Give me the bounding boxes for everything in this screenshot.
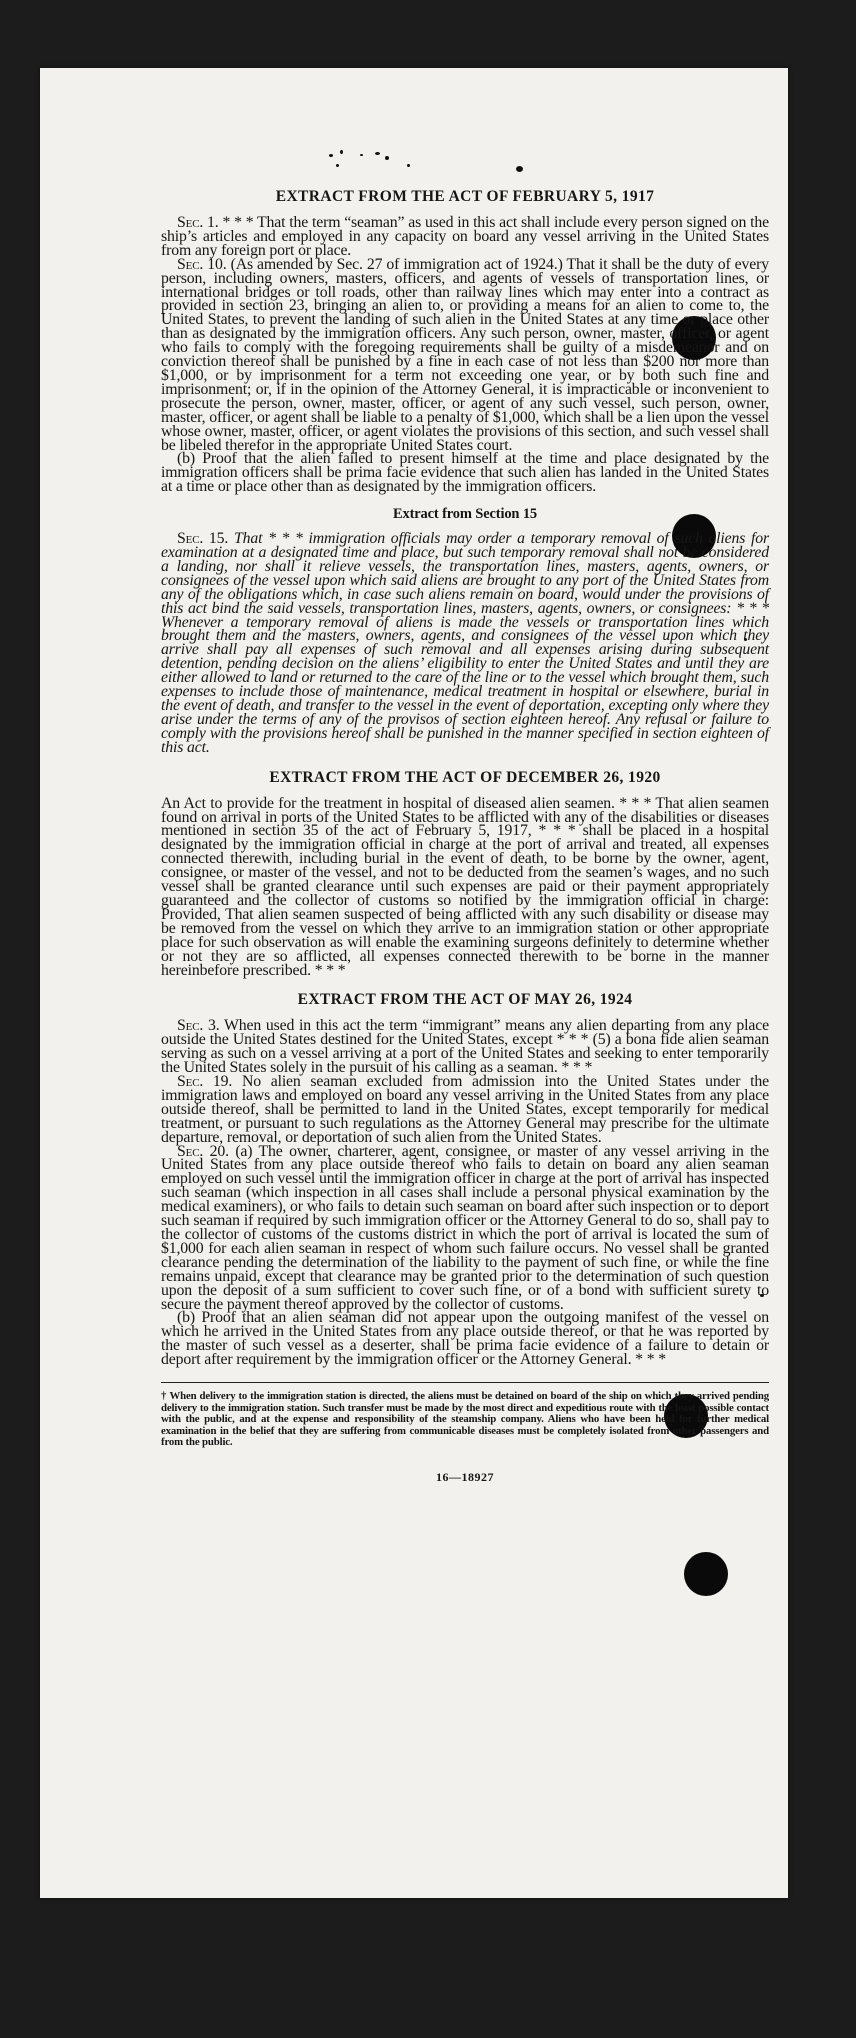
page-number: 16—18927	[436, 1470, 494, 1485]
footnote: † When delivery to the immigration station is directed, the aliens must be detained on board of the ship on which they arrived pending delivery to the immigration station. Such transfer must be made by the most direct and expeditious route with the least possible contact with the public, and at the expense and responsibility of the steamship company. Aliens who have been held for further medical examination in the belief that they are suffering from communicable diseases must be completely isolated from other passengers and from the public.	[161, 1390, 769, 1449]
section-text: When used in this act the term “immigrant” means any alien departing from any place outside the United States destined for the United States, except * * * (5) a bona fide alien seaman serving as such on a vessel arriving at a port of the United States and seeking to enter temporarily the United States solely in the pursuit of his calling as a seaman. * * *	[161, 1017, 769, 1077]
heading-act-1924: EXTRACT FROM THE ACT OF MAY 26, 1924	[297, 991, 633, 1009]
section-text: (As amended by Sec. 27 of immigration act of 1924.) That it shall be the duty of every person, including owners, masters, officers, and agents of vessels of transportation lines, or international bridges or toll roads, other than railway lines which may enter into a contract as provided in section 23, bringing an alien to, or providing a means for an alien to come to, the United States, to prevent the landing of such alien in the United States at any time or place other than as designated by the immigration officers. Any such person, owner, master, officer, or agent who fails to comply with the foregoing requirements shall be guilty of a misdemeanor and on conviction thereof shall be punished by a fine in each case of not less than $200 nor more than $1,000, or by imprisonment for a term not exceeding one year, or by both such fine and imprisonment; or, if in the opinion of the Attorney General, it is impracticable or inconvenient to prosecute the person, owner, master, officer, or agent of any such vessel, such person, owner, master, officer, or agent shall be liable to a penalty of $1,000, which shall be a lien upon the vessel whose owner, master, officer, or agent violates the provisions of this section, and such vessel shall be libeled therefor in the appropriate United States court.	[161, 255, 769, 454]
section-text: No alien seaman excluded from admission into the United States under the immigration laws and employed on board any vessel arriving in the United States from any place outside thereof, shall be permitted to land in the United States, except temporarily for medical treatment, or pursuant to such regulations as the Attorney General may prescribe for the ultimate departure, removal, or deportation of such alien from the United States.	[161, 1073, 769, 1146]
ink-speck	[407, 164, 410, 167]
paragraph-sec-19	[161, 1075, 769, 1145]
paragraph-sec-1	[161, 216, 769, 258]
paragraph-act-1920: An Act to provide for the treatment in hospital of diseased alien seamen. * * * That alien seamen found on arrival in ports of the United States to be afflicted with any of the disabilities or diseases mentioned in section 35 of the act of February 5, 1917, * * * shall be placed in a hospital designated by the immigration official in charge at the port of arrival and treated, all expenses connected therewith, including burial in the event of death, to be borne by the owner, agent, consignee, or master of the vessel, and not to be deducted from the seamen’s wages, and no such vessel shall be granted clearance until such expenses are paid or their payment appropriately guaranteed and the collector of customs so notified by the immigration official in charge: Provided, That alien seamen suspected of being afflicted with any such disability or disease may be removed from the vessel on which they arrive to an immigration station or other appropriate place for such observation as will enable the examining surgeons definitely to determine whether or not they are so afflicted, all expenses connected therewith to be borne in the manner hereinbefore prescribed. * * *	[161, 794, 769, 979]
section-label: Sec. 19.	[177, 1073, 233, 1091]
ink-speck	[340, 150, 343, 154]
subheading-section-15: Extract from Section 15	[392, 506, 538, 523]
section-text: * * * That the term “seaman” as used in this act shall include every person signed on the ship’s articles and employed in any capacity on board any vessel arriving in the United States from any foreign port or place.	[161, 214, 769, 259]
section-label: Sec. 1.	[177, 214, 219, 231]
document-body	[161, 188, 769, 1485]
paragraph-sec-10b: (b) Proof that the alien failed to present himself at the time and place designated by the immigration officers shall be prima facie evidence that such alien has landed in the United States at a time or place other than as designated by the immigration officers.	[161, 450, 769, 496]
paragraph-sec-20	[161, 1142, 769, 1313]
ink-speck	[360, 154, 363, 156]
paragraph-sec-20b: (b) Proof that an alien seaman did not appear upon the outgoing manifest of the vessel on which he arrived in the United States from any place outside thereof, or that he was reported by the master of such vessel as a deserter, shall be prima facie evidence of a failure to detain or deport after requirement by the immigration officer or the Attorney General. * * *	[161, 1309, 769, 1369]
heading-act-1917: EXTRACT FROM THE ACT OF FEBRUARY 5, 1917	[275, 188, 655, 205]
section-text: That * * * immigration officials may order a temporary removal of such aliens for examination at a designated time and place, but such temporary removal shall not be considered a landing, nor shall it relieve vessels, the transportation lines, masters, agents, owners, or consignees of the vessel upon which said aliens are brought to any port of the United States from any of the obligations which, in case such aliens remain on board, would under the provisions of this act bind the said vessels, transportation lines, masters, agents, owners, or consignees: * * * Whenever a temporary removal of aliens is made the vessels or transportation lines which brought them and the masters, owners, agents, and consignees of the vessel upon which they arrive shall pay all expenses of such removal and all expenses arising during subsequent detention, pending decision on the aliens’ eligibility to enter the United States and until they are either allowed to land or returned to the care of the line or to the vessel which brought them, such expenses to include those of maintenance, medical treatment in hospital or elsewhere, burial in the event of death, and transfer to the vessel in the event of deportation, excepting only where they arise under the terms of any of the provisos of section eighteen hereof. Any refusal or failure to comply with the provisions hereof shall be punished in the manner specified in section eighteen of this act.	[161, 530, 769, 756]
ink-speck	[336, 164, 339, 167]
paragraph-sec-3	[161, 1019, 769, 1075]
heading-act-1920: EXTRACT FROM THE ACT OF DECEMBER 26, 1920	[269, 768, 661, 786]
section-label: Sec. 20.	[177, 1142, 229, 1160]
footnote-divider	[161, 1382, 769, 1383]
document-page	[40, 68, 788, 1898]
paragraph-sec-10	[161, 255, 769, 454]
ink-speck	[516, 166, 523, 172]
section-label: Sec. 10.	[177, 255, 227, 273]
paragraph-sec-15	[161, 532, 769, 755]
section-text: (a) The owner, charterer, agent, consignee, or master of any vessel arriving in the United States from any place outside thereof who fails to detain on board any alien seaman employed on such vessel until the immigration officer in charge at the port of arrival has inspected such seaman (which inspection in all cases shall include a personal physical examination by the medical examiners), or who fails to detain such seaman on board after such inspection or to deport such seaman if required by such immigration officer or the Attorney General to do so, shall pay to the collector of customs of the customs district in which the port of arrival is located the sum of $1,000 for each alien seaman in respect of whom such failure occurs. No vessel shall be granted clearance pending the determination of the liability to the payment of such fine, or while the fine remains unpaid, except that clearance may be granted prior to the determination of such question upon the deposit of a sum sufficient to cover such fine, or of a bond with sufficient surety to secure the payment thereof approved by the collector of customs.	[161, 1142, 769, 1313]
punch-hole	[684, 1552, 728, 1596]
ink-speck	[385, 156, 389, 160]
section-label: Sec. 15.	[177, 530, 229, 548]
ink-speck	[329, 154, 333, 157]
ink-speck	[375, 152, 380, 155]
section-label: Sec. 3.	[177, 1017, 220, 1035]
